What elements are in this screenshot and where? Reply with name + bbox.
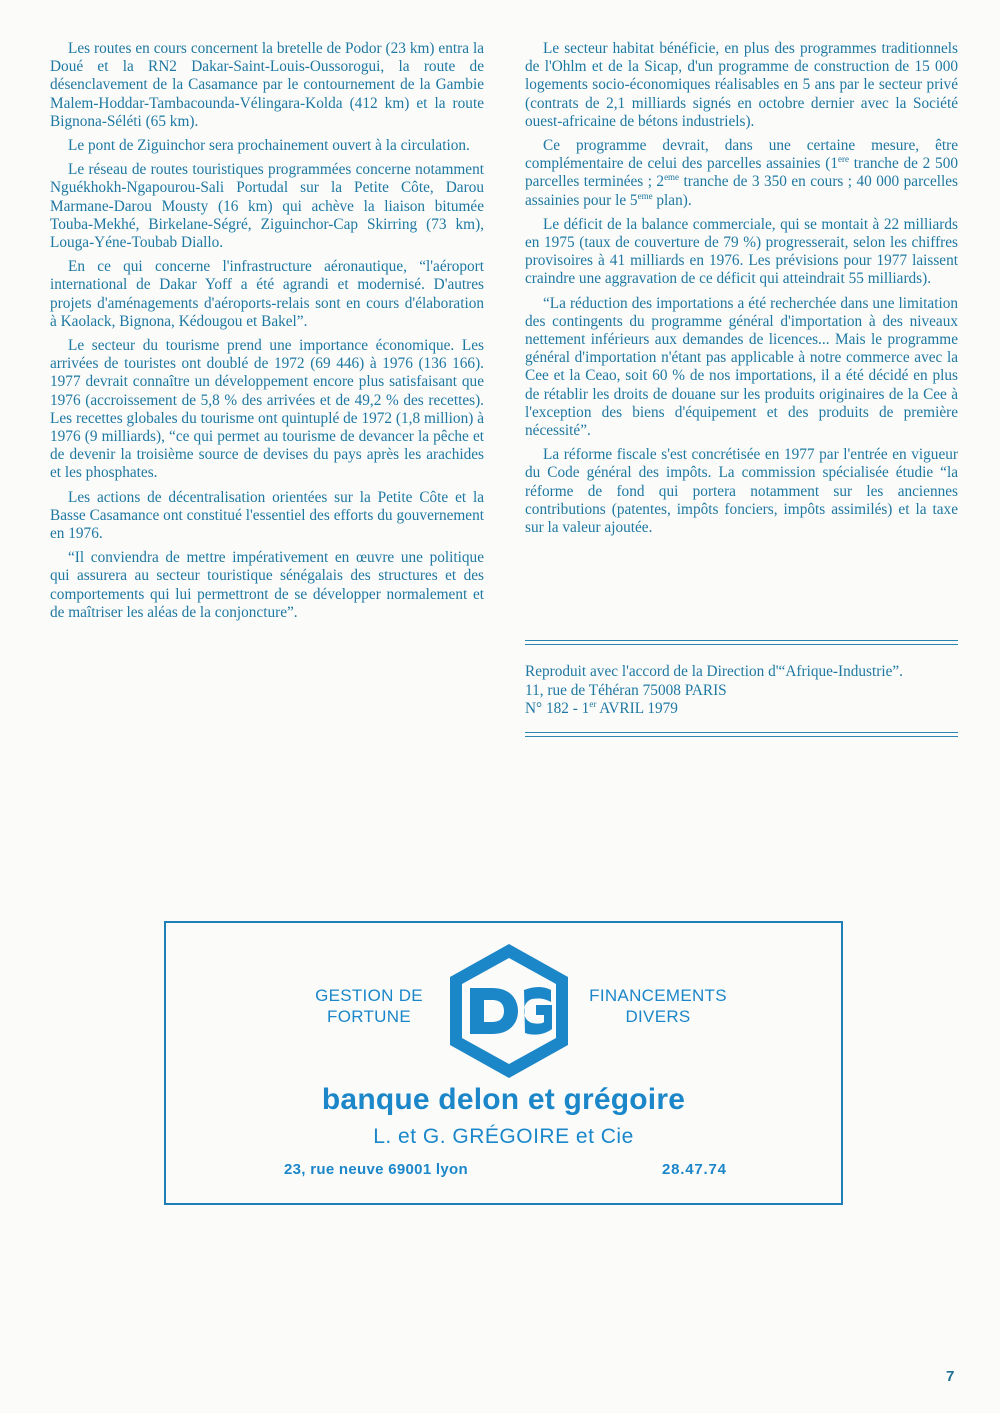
paragraph-roads: Les routes en cours concernent la bretelle de Podor (23 km) entra la Doué et la RN2 Dakar-Saint-Louis-Oussorogui, la route de désenclavement de la Casamance par le contournement de la Gambie Malem-Hoddar-Tambacounda-Vélingara-Kolda (412 km) et la route Bignona-Séléti (65 km).: [50, 40, 484, 130]
ad-right-text: FINANCEMENTS DIVERS: [589, 986, 727, 1026]
credit-line-1: Reproduit avec l'accord de la Direction d'“Afrique-Industrie”.: [525, 663, 904, 680]
paragraph-housing: Le secteur habitat bénéficie, en plus des programmes traditionnels de l'Ohlm et de la Sicap, d'un programme de construction de 15 000 logements socio-économiques réalisables en 5 ans par le secteur privé (contrats de 2,1 milliards signés en octobre dernier avec la Société ouest-africaine de bétons industriels).: [525, 40, 958, 130]
paragraph-tax-reform: La réforme fiscale s'est concrétisée en 1977 par l'entrée en vigueur du Code général des impôts. La commission spécialisée étudie “la réforme de fond qui portera notamment sur les anciennes contributions (patentes, impôts fonciers, impôts assimilés) et la taxe sur la valeur ajoutée.: [525, 446, 958, 537]
ad-left-text: GESTION DE FORTUNE: [315, 986, 423, 1026]
bank-address: 23, rue neuve 69001 lyon: [284, 1161, 468, 1178]
credit-line-2: 11, rue de Téhéran 75008 PARIS: [525, 681, 727, 699]
paragraph-trade-deficit: Le déficit de la balance commerciale, qui se montait à 22 milliards en 1975 (taux de couverture de 79 %) progresserait, selon les chiffres provisoires à 41 milliards en 1976. Les prévisions pour 1977 laissent craindre une aggravation de ce déficit qui atteindrait 55 milliards).: [525, 215, 958, 288]
bank-partners: L. et G. GRÉGOIRE et Cie: [373, 1125, 634, 1148]
page-number: 7: [946, 1368, 955, 1385]
bottom-double-rule: [525, 732, 958, 737]
bank-phone: 28.47.74: [662, 1161, 727, 1178]
paragraph-tourism: Le secteur du tourisme prend une importance économique. Les arrivées de touristes ont doublé de 1972 (69 446) à 1976 (136 166). 1977 devrait connaître un développement encore plus satisfaisant que 1976 (accroissement de 5,8 % des arrivées et de 49,2 % des recettes). Les recettes globales du tourisme ont quintuplé de 1972 (1,8 million) à 1976 (9 milliards), “ce qui permet au tourisme de devancer la pêche et de devenir la troisième source de devises du pays après les arachides et les phosphates.: [50, 337, 484, 482]
top-double-rule: [525, 640, 958, 645]
right-text-column: [525, 40, 958, 543]
hexagon-dg-logo-icon: [444, 941, 574, 1081]
paragraph-bridge: Le pont de Ziguinchor sera prochainement ouvert à la circulation.: [68, 137, 470, 155]
paragraph-airport: En ce qui concerne l'infrastructure aéronautique, “l'aéroport international de Dakar Yoff a été agrandi et modernisé. D'autres projets d'aménagements d'aéroports-relais sont en cours d'élaboration à Kaolack, Bignona, Kédougou et Bakel”.: [50, 258, 484, 330]
paragraph-parcels: Ce programme devrait, dans une certaine mesure, être complémentaire de celui des parcelles assainies (1ere tranche de 2 500 parcelles terminées ; 2eme tranche de 3 350 en cours ; 40 000 parcelles assainies pour le 5eme plan).: [525, 137, 959, 209]
paragraph-decentralisation: Les actions de décentralisation orientées sur la Petite Côte et la Basse Casamance ont constitué l'essentiel des efforts du gouvernement en 1976.: [50, 488, 484, 543]
paragraph-imports: “La réduction des importations a été recherchée dans une limitation des contingents du programme général d'importation à des niveaux nettement inférieurs aux demandes de licences... Mais le programme général d'importation n'étant pas applicable à notre commerce avec la Cee et la Ceao, soit 60 % de nos importations, il a été décidé en plus de rétablir les droits de douane sur les produits originaires de la Cee à l'exception des biens d'équipement et des produits de première nécessité”.: [525, 294, 958, 440]
left-text-column: [50, 40, 484, 628]
bank-advertisement: [164, 921, 843, 1205]
paragraph-tourist-roads: Le réseau de routes touristiques programmées concerne notamment Nguékhokh-Ngapourou-Sali Portudal sur la Petite Côte, Darou Marmane-Darou Mousty (16 km) qui achève la liaison bitumée Touba-Mekhé, Birkelane-Ségré, Ziguinchor-Cap Skirring (73 km), Louga-Yéne-Toubab Diallo.: [50, 161, 484, 252]
paragraph-tourism-policy: “Il conviendra de mettre impérativement en œuvre une politique qui assurera au secteur touristique sénégalais des structures et des comportements qui lui permettront de se développer normalement et de maîtriser les aléas de la conjoncture”.: [50, 549, 484, 621]
reproduction-credit: [525, 663, 965, 719]
bank-name: banque delon et grégoire: [321, 1083, 686, 1116]
credit-line-3: N° 182 - 1er AVRIL 1979: [525, 698, 678, 717]
